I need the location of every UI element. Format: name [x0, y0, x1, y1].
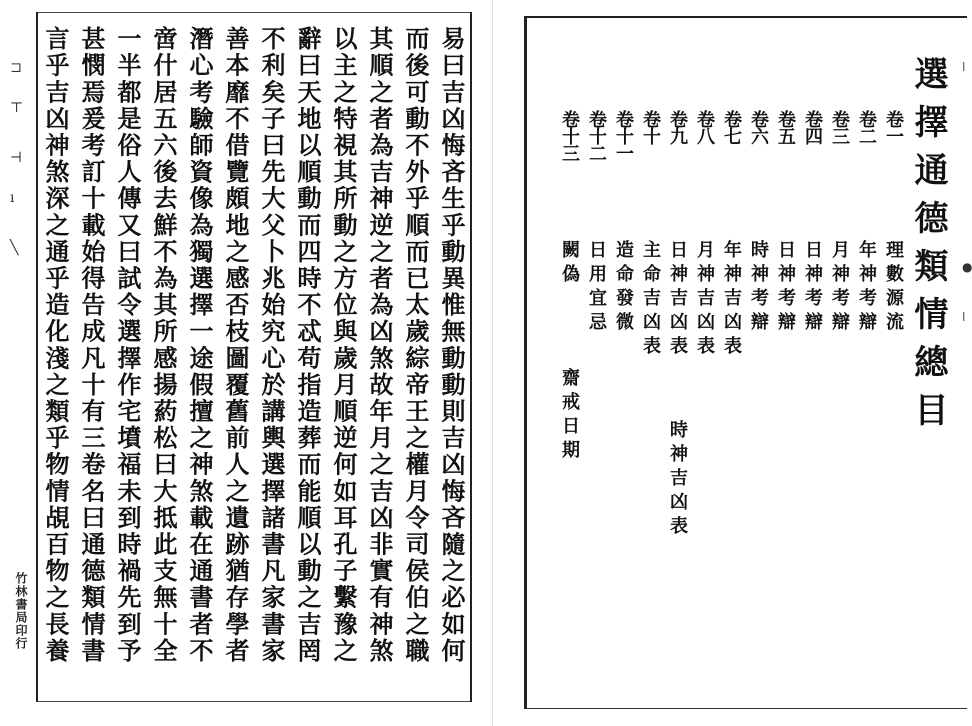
volume-extra-topic: 齋戒日期 — [559, 368, 580, 464]
text-column: 潛心考驗師資像為獨選擇一途假擅之神煞載在通書者不 — [185, 26, 214, 665]
volume-topic: 日神吉凶表 — [667, 240, 688, 360]
volume-number: 卷二 — [856, 110, 877, 144]
text-column: 一半都是俗人傳又曰試令選擇作宅墳福未到時禍先到予 — [113, 26, 142, 665]
toc-entry — [690, 110, 716, 590]
volume-topic: 造命發微 — [613, 240, 634, 336]
toc-title: 選擇通德類情總目 — [908, 56, 948, 440]
volume-topic: 主命吉凶表 — [640, 240, 661, 360]
volume-number: 卷五 — [775, 110, 796, 144]
volume-number: 卷十三 — [559, 110, 580, 161]
volume-topic: 月神考辯 — [829, 240, 850, 336]
toc-entry — [825, 110, 851, 590]
volume-topic: 日神考辯 — [775, 240, 796, 336]
text-column: 易曰吉凶悔吝生乎動異惟無動動則吉凶悔吝隨之必如何 — [437, 26, 466, 665]
volume-number: 卷十二 — [586, 110, 607, 161]
volume-number: 卷四 — [802, 110, 823, 144]
volume-number: 卷十一 — [613, 110, 634, 161]
toc-entry — [879, 110, 905, 590]
toc-entry — [609, 110, 635, 590]
volume-topic: 日用宜忌 — [586, 240, 607, 336]
text-column: 啻什居五六後去鮮不為其所感揚葯松曰大抵此支無十全 — [149, 26, 178, 665]
volume-topic: 年神考辯 — [856, 240, 877, 336]
right-page — [520, 0, 970, 726]
volume-number: 卷七 — [721, 110, 742, 144]
text-column: 善本靡不借覽頗地之感否枝圖覆舊前人之遺跡猶存學者 — [221, 26, 250, 665]
volume-topic: 理數源流 — [883, 240, 904, 336]
toc-entry — [744, 110, 770, 590]
volume-number: 卷六 — [748, 110, 769, 144]
text-column: 以主之特視其所動之方位與歲月順逆何如耳孔子繫豫之 — [329, 26, 358, 665]
text-column: 言乎吉凶神煞深之通乎造化淺之類乎物情覘百物之長養 — [41, 26, 70, 665]
volume-number: 卷三 — [829, 110, 850, 144]
volume-topic: 年神吉凶表 — [721, 240, 742, 360]
toc-frame — [524, 16, 967, 709]
text-column: 而後可動不外乎順而已太歲綜帝王之權月令司侯伯之職 — [401, 26, 430, 665]
volume-number: 卷八 — [694, 110, 715, 144]
volume-number: 卷一 — [883, 110, 904, 144]
volume-topic: 時神考辯 — [748, 240, 769, 336]
text-column: 辭曰天地以順動而四時不忒苟指造葬而能順以動之吉罔 — [293, 26, 322, 665]
volume-extra-topic: 時神吉凶表 — [667, 420, 688, 540]
text-column: 其順之者為吉神逆之者為凶煞故年月之吉凶非實有神煞 — [365, 26, 394, 665]
text-column: 甚憫焉爰考訂十載始得告成凡十有三卷名曰通德類情書 — [77, 26, 106, 665]
toc-entry — [555, 110, 581, 590]
volume-number: 卷十 — [640, 110, 661, 144]
toc-entry — [852, 110, 878, 590]
margin-marks: ⊐ ⊤ ⊣ ı ╲ — [10, 60, 24, 256]
volume-topic: 闕偽 — [559, 240, 580, 288]
volume-topic: 月神吉凶表 — [694, 240, 715, 360]
gutter-line — [492, 0, 493, 726]
toc-entry — [636, 110, 662, 590]
toc-entry — [582, 110, 608, 590]
toc-entry — [663, 110, 689, 590]
left-text-frame — [36, 12, 472, 702]
volume-number: 卷九 — [667, 110, 688, 144]
right-edge-marks: ǀ ● ǀ — [962, 60, 972, 324]
publisher-imprint: 竹林書局印行 — [14, 572, 28, 650]
toc-entry — [771, 110, 797, 590]
toc-entry — [717, 110, 743, 590]
text-column: 不利矣子曰先大父卜兆始究心於講輿選擇諸書凡家書家 — [257, 26, 286, 665]
volume-topic: 日神考辯 — [802, 240, 823, 336]
toc-entry — [798, 110, 824, 590]
